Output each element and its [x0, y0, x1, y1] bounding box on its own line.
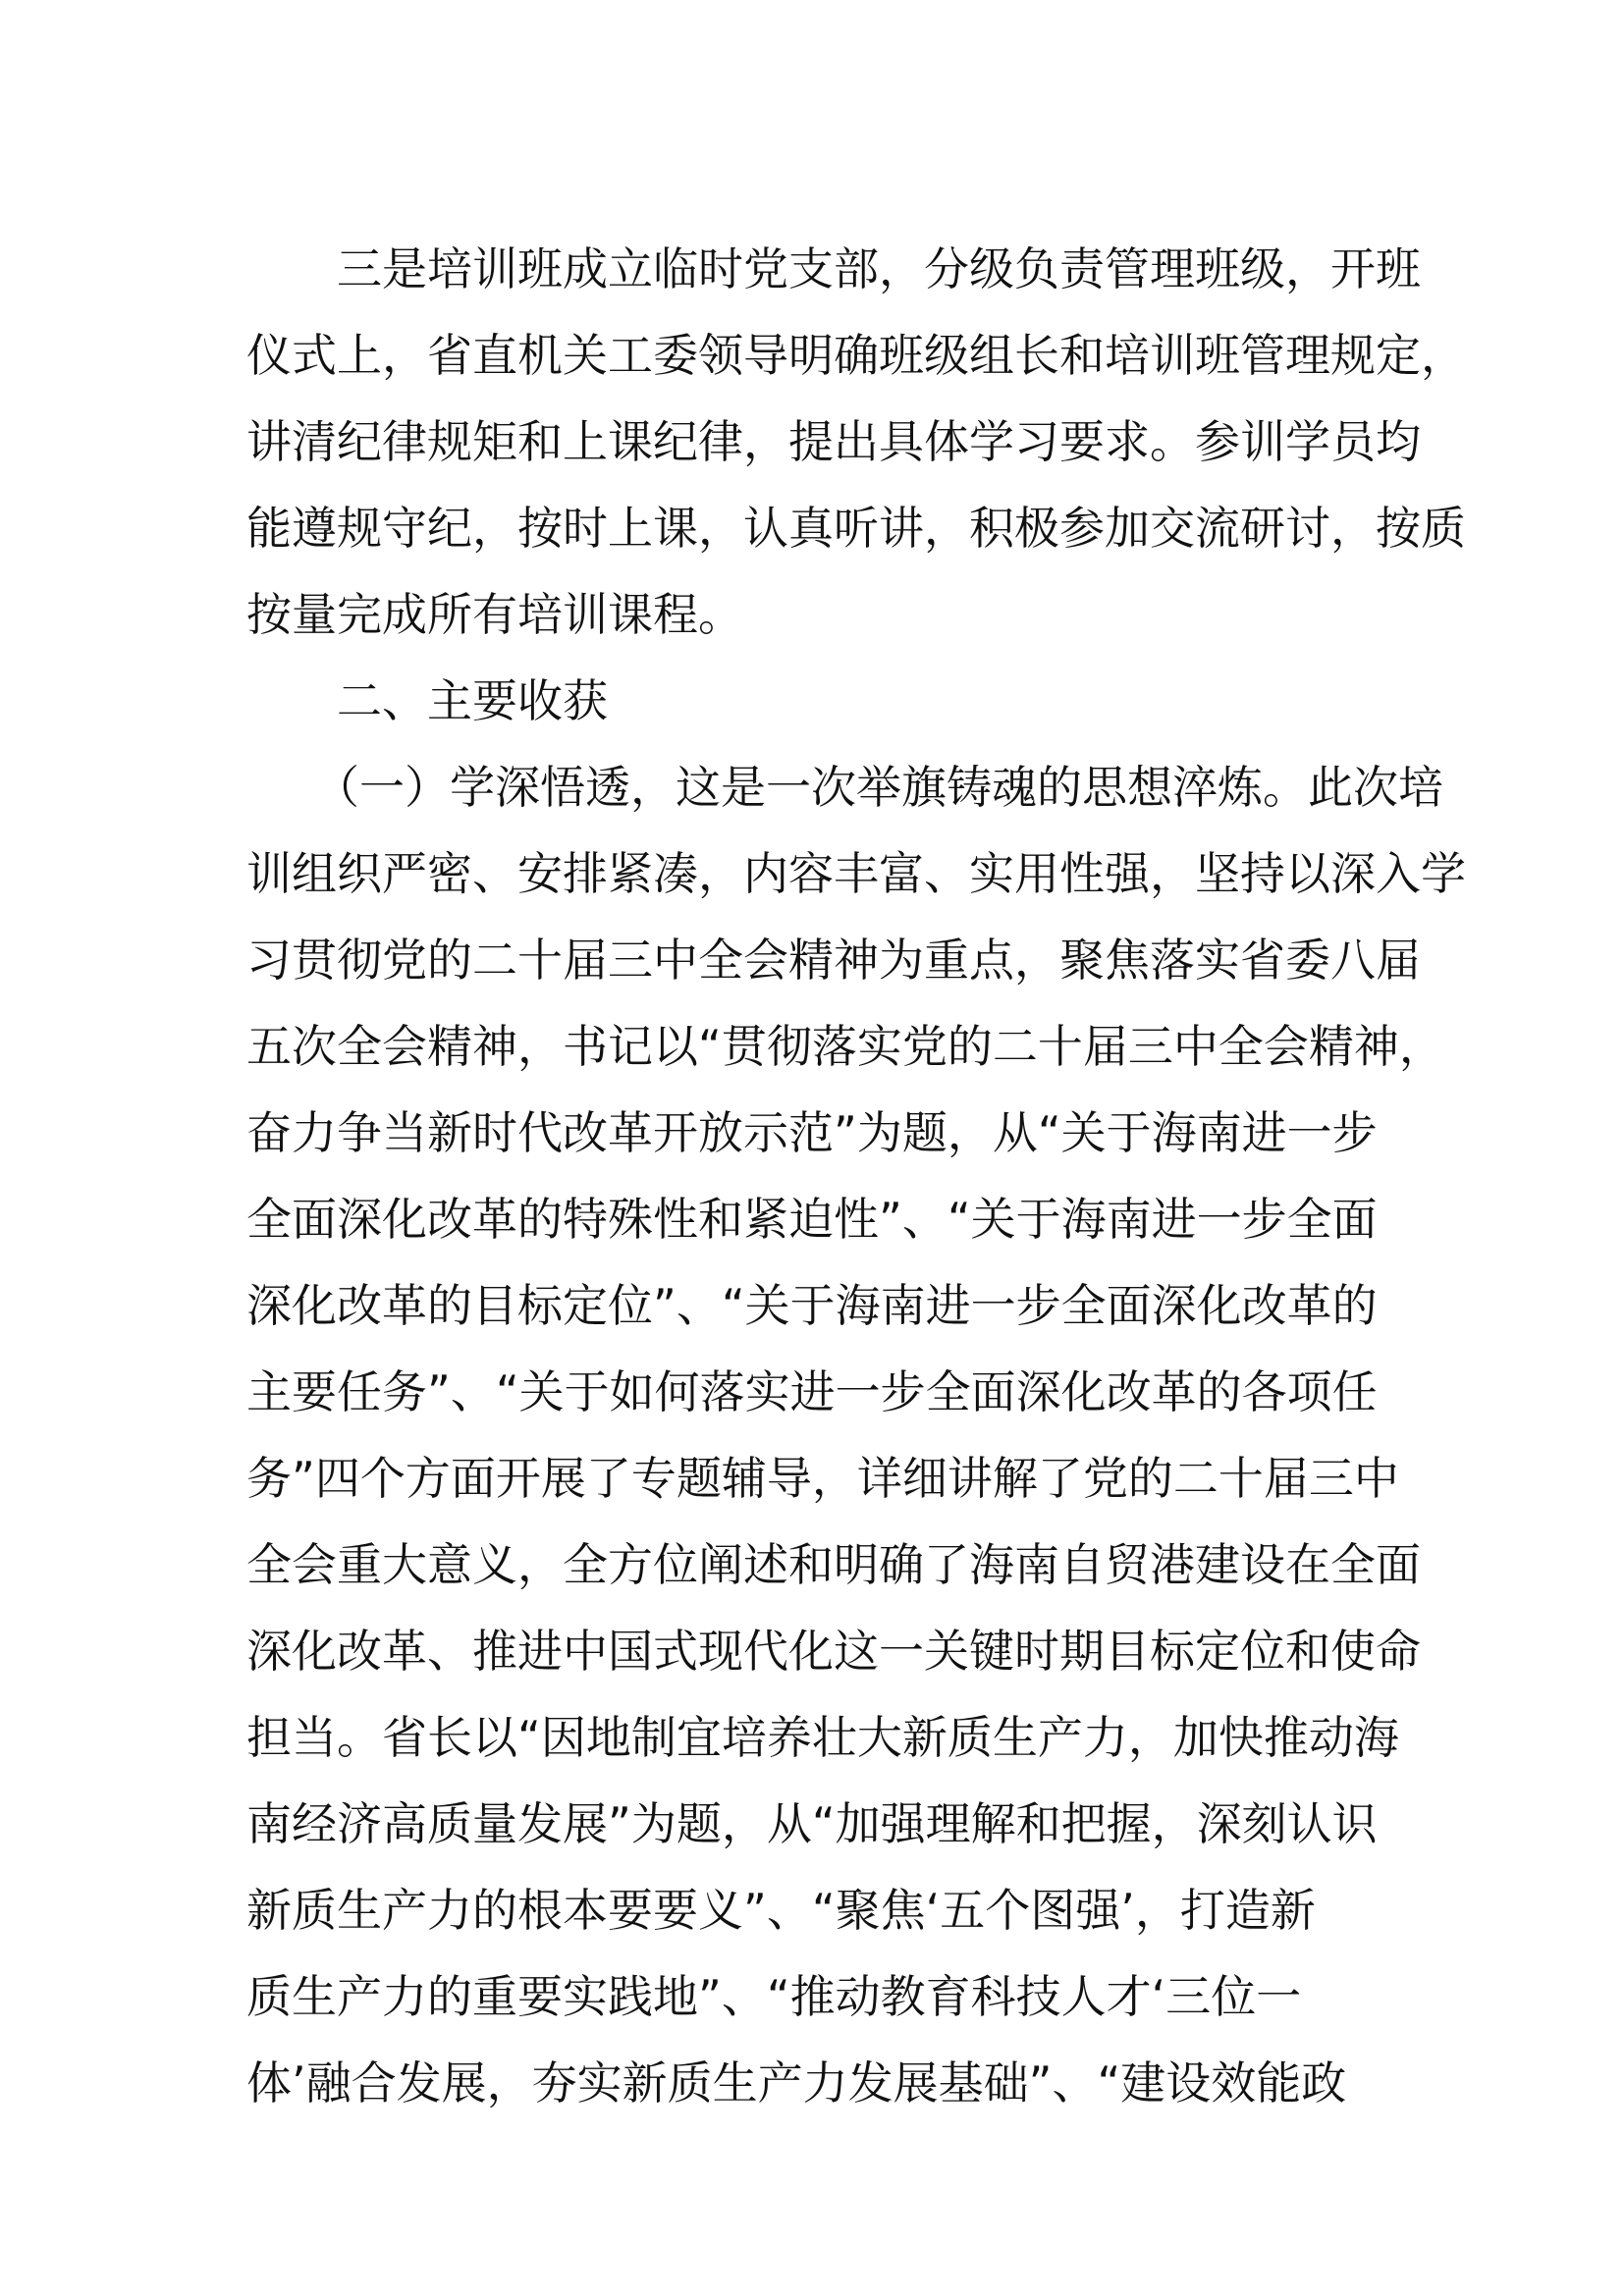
- text-line: 训组织严密、安排紧凑，内容丰富、实用性强，坚持以深入学: [246, 847, 1466, 900]
- text-line: 深化改革的目标定位”、“关于海南进一步全面深化改革的: [246, 1279, 1378, 1332]
- text-line: 按量完成所有培训课程。: [246, 588, 743, 641]
- text-line: 南经济高质量发展”为题，从“加强理解和把握，深刻认识: [246, 1797, 1378, 1850]
- text-line: 全面深化改革的特殊性和紧迫性”、“关于海南进一步全面: [246, 1193, 1378, 1246]
- text-line: 体’融合发展，夯实新质生产力发展基础”、“建设效能政: [246, 2056, 1347, 2109]
- text-line: 能遵规守纪，按时上课，认真听讲，积极参加交流研讨，按质: [246, 502, 1466, 555]
- section-heading: 二、主要收获: [246, 674, 608, 727]
- text-line: 全会重大意义，全方位阐述和明确了海南自贸港建设在全面: [246, 1538, 1421, 1591]
- body-text: [246, 226, 1466, 2126]
- text-line: 新质生产力的根本要要义”、“聚焦‘五个图强’，打造新: [246, 1884, 1316, 1937]
- text-line: 五次全会精神，书记以“贯彻落实党的二十届三中全会精神，: [246, 1020, 1444, 1073]
- text-line: 三是培训班成立临时党支部，分级负责管理班级，开班: [246, 242, 1421, 295]
- text-line: 习贯彻党的二十届三中全会精神为重点，聚焦落实省委八届: [246, 934, 1421, 987]
- text-line: 务”四个方面开展了专题辅导，详细讲解了党的二十届三中: [246, 1452, 1399, 1505]
- subsection-heading: （一）学深悟透，这是一次举旗铸魂的思想淬炼。此次培: [246, 761, 1443, 814]
- text-line: 深化改革、推进中国式现代化这一关键时期目标定位和使命: [246, 1625, 1421, 1678]
- text-line: 仪式上，省直机关工委领导明确班级组长和培训班管理规定，: [246, 329, 1466, 382]
- text-line: 质生产力的重要实践地”、“推动教育科技人才‘三位一: [246, 1970, 1302, 2023]
- text-line: 主要任务”、“关于如何落实进一步全面深化改革的各项任: [246, 1365, 1378, 1418]
- text-line: 担当。省长以“因地制宜培养壮大新质生产力，加快推动海: [246, 1711, 1399, 1764]
- text-line: 奋力争当新时代改革开放示范”为题，从“关于海南进一步: [246, 1106, 1378, 1159]
- text-line: 讲清纪律规矩和上课纪律，提出具体学习要求。参训学员均: [246, 415, 1421, 468]
